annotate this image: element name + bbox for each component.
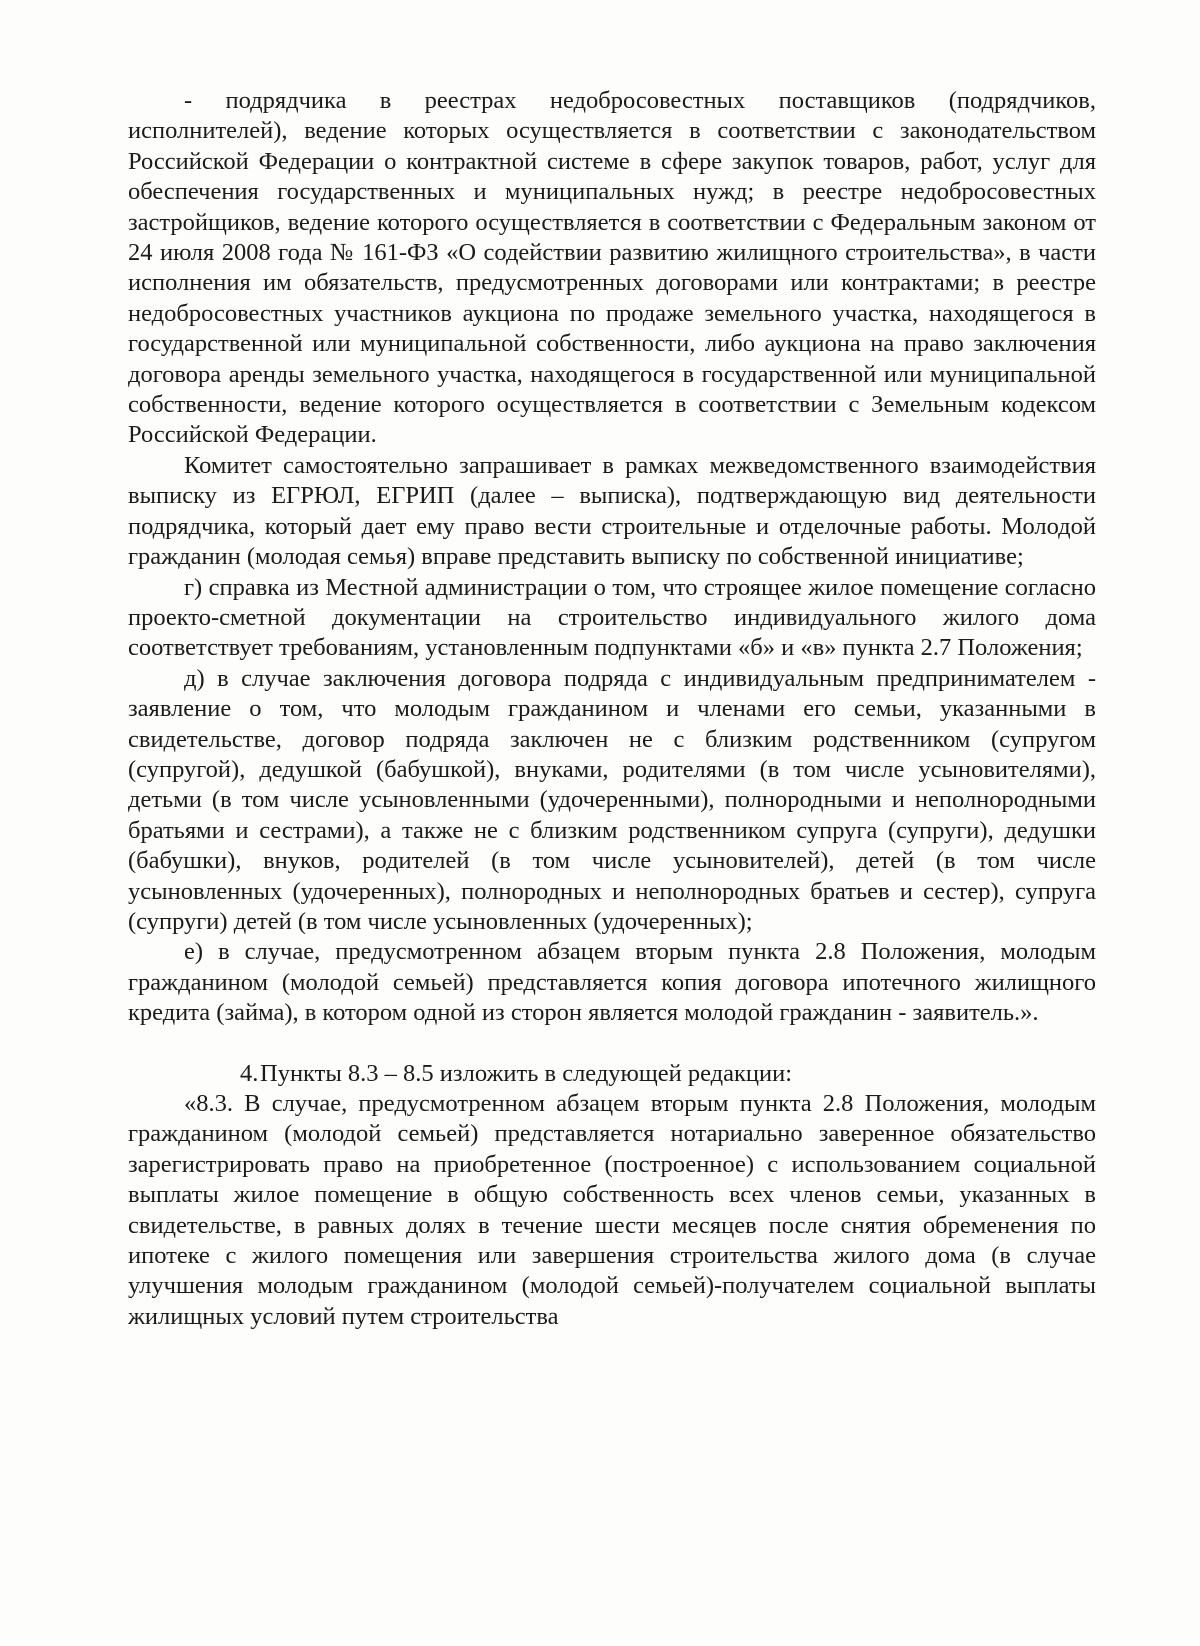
paragraph-item-e: е) в случае, предусмотренном абзацем вторым пункта 2.8 Положения, молодым гражданином (молодой семьей) представляется копия договора ипотечного жилищного кредита (займа), в котором одной из сторон является молодой гражданин - заявитель.».: [128, 938, 1096, 1027]
item-4-number: 4.: [240, 1059, 259, 1087]
paragraph-item-d: д) в случае заключения договора подряда с индивидуальным предпринимателем - заявление о том, что молодым гражданином и членами его семьи, указанными в свидетельстве, договор подряда заключен не с близким родственником (супругом (супругой), дедушкой (бабушкой), внуками, родителями (в том числе усыновителями), детьми (в том числе усыновленными (удочеренными), полнородными и неполнородными братьями и сестрами), а также не с близким родственником супруга (супруги), дедушки (бабушки), внуков, родителей (в том числе усыновителей), детей (в том числе усыновленных (удочеренных), полнородных и неполнородных братьев и сестер), супруга (супруги) детей (в том числе усыновленных (удочеренных);: [128, 664, 1096, 935]
paragraph-item-g: г) справка из Местной администрации о том, что строящее жилое помещение согласно проекто-сметной документации на строительство индивидуального жилого дома соответствует требованиям, установленным подпунктами «б» и «в» пункта 2.7 Положения;: [128, 573, 1096, 662]
paragraph-item-4: [128, 1059, 1096, 1089]
document-body: [128, 86, 1096, 1332]
paragraph-8-3: «8.3. В случае, предусмотренном абзацем вторым пункта 2.8 Положения, молодым гражданином (молодой семьей) представляется нотариально заверенное обязательство зарегистрировать право на приобретенное (построенное) с использованием социальной выплаты жилое помещение в общую собственность всех членов семьи, указанных в свидетельстве, в равных долях в течение шести месяцев после снятия обременения по ипотеке с жилого помещения или завершения строительства жилого дома (в случае улучшения молодым гражданином (молодой семьей)-получателем социальной выплаты жилищных условий путем строительства: [128, 1090, 1096, 1330]
paragraph-contractor-registries: - подрядчика в реестрах недобросовестных поставщиков (подрядчиков, исполнителей), ведение которых осуществляется в соответствии с законодательством Российской Федерации о контрактной системе в сфере закупок товаров, работ, услуг для обеспечения государственных и муниципальных нужд; в реестре недобросовестных застройщиков, ведение которого осуществляется в соответствии с Федеральным законом от 24 июля 2008 года № 161-ФЗ «О содействии развитию жилищного строительства», в части исполнения им обязательств, предусмотренных договорами или контрактами; в реестре недобросовестных участников аукциона по продаже земельного участка, находящегося в государственной или муниципальной собственности, либо аукциона на право заключения договора аренды земельного участка, находящегося в государственной или муниципальной собственности, ведение которого осуществляется в соответствии с Земельным кодексом Российской Федерации.: [128, 87, 1096, 449]
item-4-text: Пункты 8.3 – 8.5 изложить в следующей редакции:: [260, 1059, 793, 1087]
paragraph-committee-request: Комитет самостоятельно запрашивает в рамках межведомственного взаимодействия выписку из ЕГРЮЛ, ЕГРИП (далее – выписка), подтверждающую вид деятельности подрядчика, который дает ему право вести строительные и отделочные работы. Молодой гражданин (молодая семья) вправе представить выписку по собственной инициативе;: [128, 451, 1096, 571]
